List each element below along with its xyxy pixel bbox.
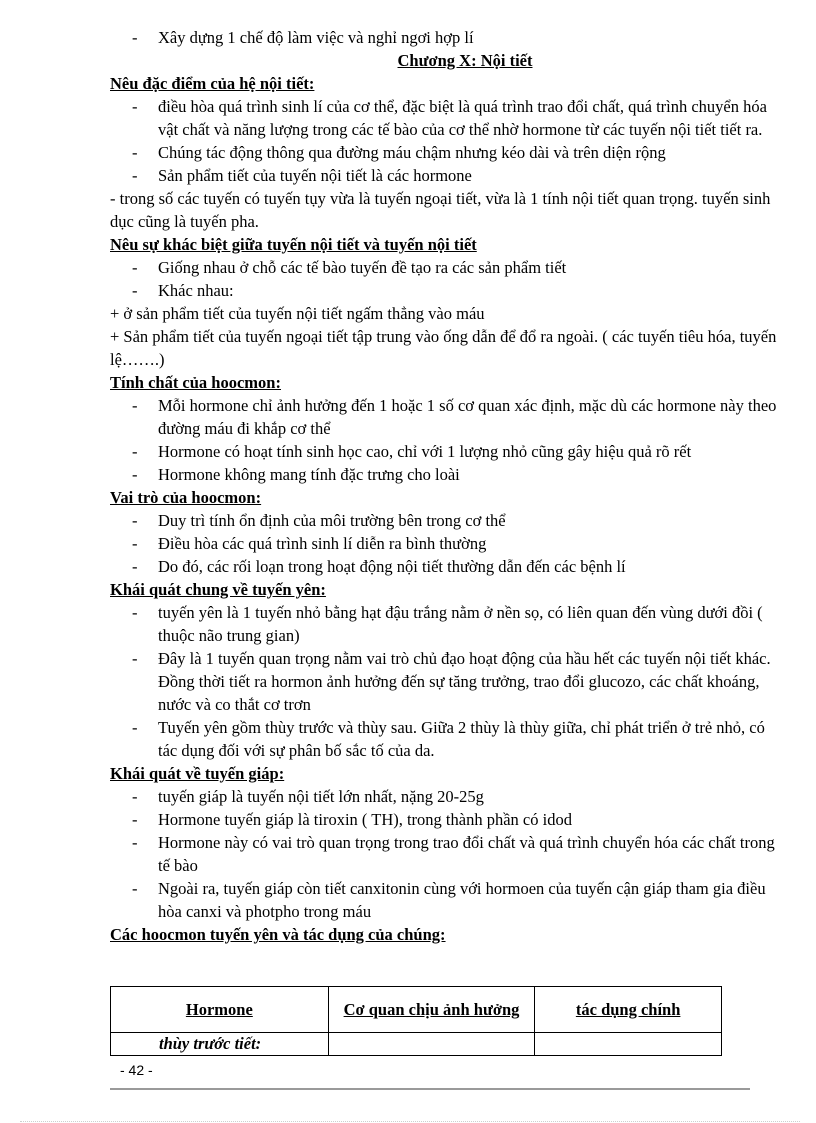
dash-marker: - [132, 258, 138, 277]
section-heading: Nêu sự khác biệt giữa tuyến nội tiết và tuyến nội tiết [110, 235, 477, 254]
bullet-text: tuyến yên là 1 tuyến nhỏ bằng hạt đậu trắng nằm ở nền sọ, có liên quan đến vùng dưới đồi ( thuộc não trung gian) [158, 603, 763, 645]
hormone-table [110, 986, 722, 1056]
dash-marker: - [132, 511, 138, 530]
table-header-hormone: Hormone [111, 987, 329, 1033]
bullet-text: Hormone có hoạt tính sinh học cao, chỉ với 1 lượng nhỏ cũng gây hiệu quả rõ rết [158, 442, 692, 461]
bullet-text: Chúng tác động thông qua đường máu chậm nhưng kéo dài và trên diện rộng [158, 143, 666, 162]
list-item [110, 394, 780, 440]
list-item [110, 95, 780, 141]
bullet-text: Hormone tuyến giáp là tiroxin ( TH), trong thành phần có idod [158, 810, 572, 829]
list-item: - Xây dựng 1 chế độ làm việc và nghỉ ngơi hợp lí [132, 28, 474, 47]
bullet-list [110, 785, 780, 923]
dash-marker: - [132, 442, 138, 461]
dash-marker: - [132, 97, 138, 116]
list-item [110, 509, 780, 532]
dash-marker: - [132, 534, 138, 553]
list-item [110, 256, 780, 279]
bullet-text: Sản phẩm tiết của tuyến nội tiết là các hormone [158, 166, 472, 185]
bullet-text: Điều hòa các quá trình sinh lí diễn ra bình thường [158, 534, 487, 553]
footer-rule [110, 1088, 750, 1090]
dash-marker: - [132, 143, 138, 162]
list-item [110, 463, 780, 486]
dash-marker: - [132, 557, 138, 576]
section-heading: Vai trò của hoocmon: [110, 488, 262, 507]
dash-marker: - [132, 166, 138, 185]
top-bullet-list [110, 26, 780, 49]
bullet-text: Duy trì tính ổn định của môi trường bên trong cơ thể [158, 511, 506, 530]
page-number: - 42 - [120, 1062, 153, 1078]
dash-marker: - [132, 718, 138, 737]
document-body [110, 26, 780, 946]
list-item [110, 279, 780, 302]
section-heading: Tính chất của hoocmon: [110, 373, 281, 392]
bullet-text: Xây dựng 1 chế độ làm việc và nghỉ ngơi hợp lí [158, 28, 474, 47]
bullet-text: Tuyến yên gồm thùy trước và thùy sau. Giữa 2 thùy là thùy giữa, chỉ phát triển ở trẻ nhỏ, có tác dụng đối với sự phân bố sắc tố của da. [158, 718, 765, 760]
dash-marker: - [132, 465, 138, 484]
bullet-text: Do đó, các rối loạn trong hoạt động nội tiết thường dẫn đến các bệnh lí [158, 557, 626, 576]
bullet-text: Ngoài ra, tuyến giáp còn tiết canxitonin cùng với hormoen của tuyến cận giáp tham gia điều hòa canxi và photpho trong máu [158, 879, 766, 921]
list-item [110, 716, 780, 762]
section-heading: Nêu đặc điểm của hệ nội tiết: [110, 74, 315, 93]
bullet-text: Đây là 1 tuyến quan trọng nằm vai trò chủ đạo hoạt động của hầu hết các tuyến nội tiết khác. Đồng thời tiết ra hormon ảnh hưởng đến sự tăng trưởng, trao đổi glucozo, các chất khoáng, nước và co thắt cơ trơn [158, 649, 771, 714]
bullet-text: Giống nhau ở chỗ các tế bào tuyến đề tạo ra các sản phẩm tiết [158, 258, 567, 277]
list-item [110, 164, 780, 187]
list-item [110, 647, 780, 716]
section-heading: Khái quát chung về tuyến yên: [110, 580, 326, 599]
list-item [110, 532, 780, 555]
bullet-text: Khác nhau: [158, 281, 234, 300]
table-header-effect: tác dụng chính [535, 987, 722, 1033]
dash-marker: - [132, 833, 138, 852]
bullet-list [110, 95, 780, 187]
table-row [111, 1033, 722, 1056]
paragraph: + ở sản phẩm tiết của tuyến nội tiết ngấm thẳng vào máu [110, 304, 485, 323]
dash-marker: - [132, 603, 138, 622]
section-heading: Các hoocmon tuyến yên và tác dụng của chúng: [110, 925, 446, 944]
dash-marker: - [132, 879, 138, 898]
paragraph: - trong số các tuyến có tuyến tụy vừa là tuyến ngoại tiết, vừa là 1 tính nội tiết quan trọng. tuyến sinh dục cũng là tuyến pha. [110, 189, 771, 231]
bullet-text: Mỗi hormone chỉ ảnh hưởng đến 1 hoặc 1 số cơ quan xác định, mặc dù các hormone này theo đường máu đi khắp cơ thể [158, 396, 777, 438]
list-item [110, 555, 780, 578]
dash-marker: - [132, 810, 138, 829]
table-cell [535, 1033, 722, 1056]
bullet-text: Hormone này có vai trò quan trọng trong trao đổi chất và quá trình chuyển hóa các chất trong tế bào [158, 833, 775, 875]
dash-marker: - [132, 281, 138, 300]
paragraph: + Sản phẩm tiết của tuyến ngoại tiết tập trung vào ống dẫn để đổ ra ngoài. ( các tuyến tiêu hóa, tuyến lệ…….) [110, 327, 777, 369]
dash-marker: - [132, 787, 138, 806]
list-item [110, 440, 780, 463]
dash-marker: - [132, 396, 138, 415]
dash-marker: - [132, 649, 138, 668]
table-cell [328, 1033, 535, 1056]
bullet-list [110, 509, 780, 578]
list-item [110, 831, 780, 877]
table-cell-label: thùy trước tiết: [111, 1033, 329, 1056]
bullet-list [110, 256, 780, 302]
list-item [110, 877, 780, 923]
bullet-list [110, 394, 780, 486]
list-item [110, 785, 780, 808]
page-boundary [20, 1121, 800, 1122]
bullet-text: điều hòa quá trình sinh lí của cơ thể, đặc biệt là quá trình trao đổi chất, quá trình chuyển hóa vật chất và năng lượng trong các tế bào của cơ thể nhờ hormone từ các tuyến nội tiết tiết ra. [158, 97, 767, 139]
sections-container [110, 72, 780, 946]
table-header-row [111, 987, 722, 1033]
section-heading: Khái quát về tuyến giáp: [110, 764, 285, 783]
table-header-organ: Cơ quan chịu ảnh hưởng [328, 987, 535, 1033]
list-item [110, 601, 780, 647]
bullet-text: Hormone không mang tính đặc trưng cho loài [158, 465, 460, 484]
chapter-title: Chương X: Nội tiết [397, 51, 533, 70]
list-item [110, 141, 780, 164]
bullet-list [110, 601, 780, 762]
list-item [110, 808, 780, 831]
bullet-text: tuyến giáp là tuyến nội tiết lớn nhất, nặng 20-25g [158, 787, 484, 806]
